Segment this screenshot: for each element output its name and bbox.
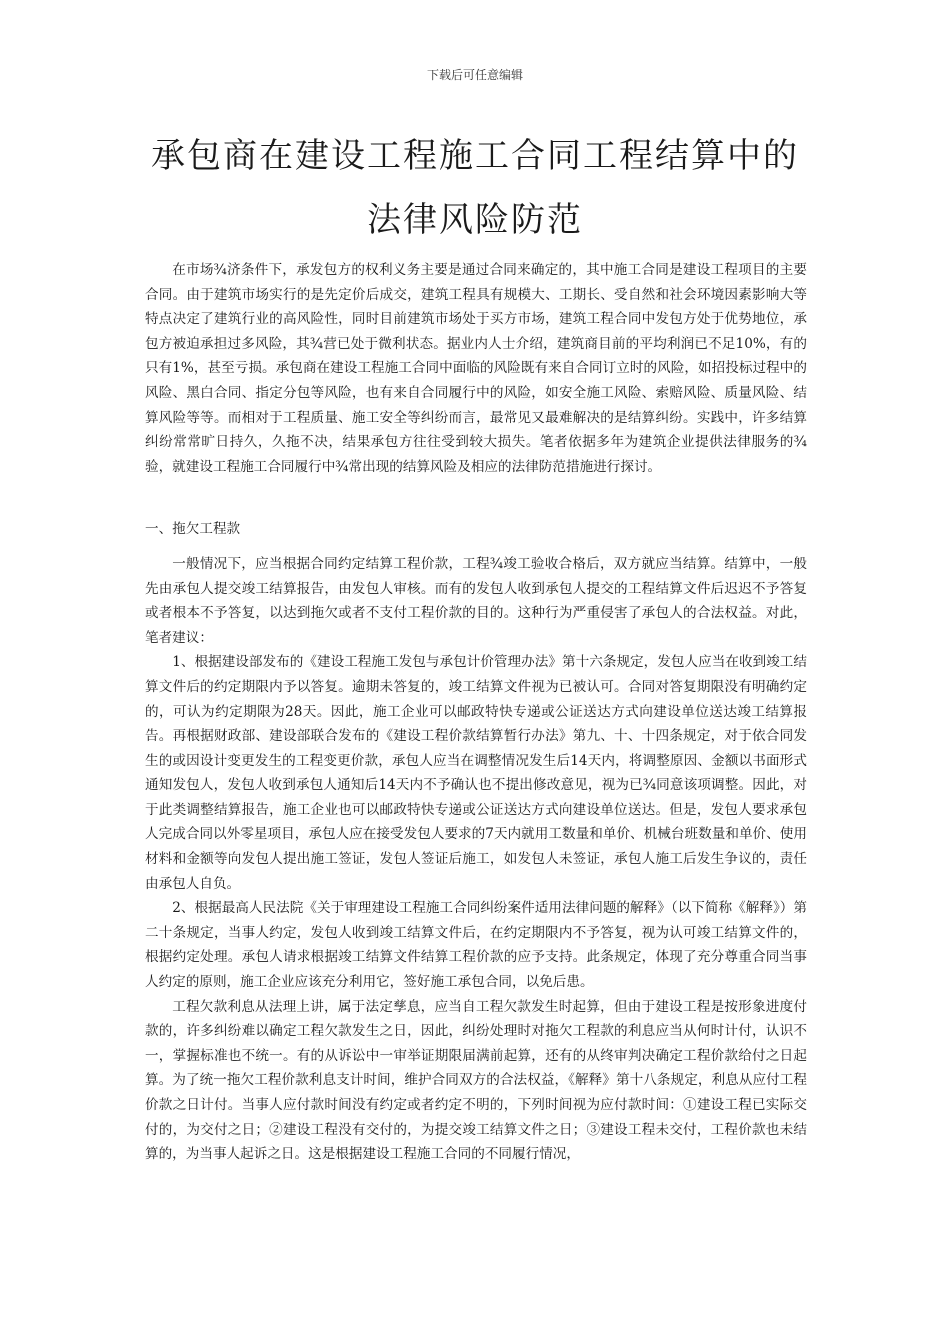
body-paragraph: 1、根据建设部发布的《建设工程施工发包与承包计价管理办法》第十六条规定，发包人应当在收到竣工结算文件后的约定期限内予以答复。逾期未答复的，竣工结算文件视为已被认可。合同对答复期限没有明确约定的，可认为约定期限为28天。因此，施工企业可以邮政特快专递或公证送达方式向建设单位送达竣工结算报告。再根据财政部、建设部联合发布的《建设工程价款结算暂行办法》第九、十、十四条规定，对于依合同发生的或因设计变更发生的工程变更价款，承包人应当在调整情况发生后14天内，将调整原因、金额以书面形式通知发包人，发包人收到承包人通知后14天内不予确认也不提出修改意见，视为已¾同意该项调整。因此，对于此类调整结算报告，施工企业也可以邮政特快专递或公证送达方式向建设单位送达。但是，发包人要求承包人完成合同以外零星项目，承包人应在接受发包人要求的7天内就用工数量和单价、机械台班数量和单价、使用材料和金额等向发包人提出施工签证，发包人签证后施工，如发包人未签证，承包人施工后发生争议的，责任由承包人自负。 — [145, 654, 807, 892]
document-title-line2: 法律风险防范 — [367, 200, 583, 240]
body-paragraph: 一般情况下，应当根据合同约定结算工程价款，工程¾竣工验收合格后，双方就应当结算。结算中，一般先由承包人提交竣工结算报告，由发包人审核。而有的发包人收到承包人提交的工程结算文件后迟迟不予答复或者根本不予答复，以达到拖欠或者不支付工程价款的目的。这种行为严重侵害了承包人的合法权益。对此，笔者建议： — [145, 555, 807, 646]
header-note: 下载后可任意编辑 — [426, 68, 523, 82]
document-body — [145, 258, 807, 1167]
document-title-line1: 承包商在建设工程施工合同工程结算中的 — [151, 136, 799, 176]
intro-paragraph: 在市场¾济条件下，承发包方的权利义务主要是通过合同来确定的，其中施工合同是建设工程项目的主要合同。由于建筑市场实行的是先定价后成交，建筑工程具有规模大、工期长、受自然和社会环境因素影响大等特点决定了建筑行业的高风险性，同时目前建筑市场处于买方市场，建筑工程合同中发包方处于优势地位，承包方被迫承担过多风险，其¾营已处于微利状态。据业内人士介绍，建筑商目前的平均利润已不足10%，有的只有1%，甚至亏损。承包商在建设工程施工合同中面临的风险既有来自合同订立时的风险，如招投标过程中的风险、黑白合同、指定分包等风险，也有来自合同履行中的风险，如安全施工风险、索赔风险、质量风险、结算风险等等。而相对于工程质量、施工安全等纠纷而言，最常见又最难解决的是结算纠纷。实践中，许多结算纠纷常常旷日持久，久拖不决，结果承包方往往受到较大损失。笔者依据多年为建筑企业提供法律服务的¾验，就建设工程施工合同履行中¾常出现的结算风险及相应的法律防范措施进行探讨。 — [145, 262, 807, 475]
body-paragraph: 2、根据最高人民法院《关于审理建设工程施工合同纠纷案件适用法律问题的解释》（以下简称《解释》）第二十条规定，当事人约定，发包人收到竣工结算文件后，在约定期限内不予答复，视为认可竣工结算文件的，根据约定处理。承包人请求根据竣工结算文件结算工程价款的应予支持。此条规定，体现了充分尊重合同当事人约定的原则，施工企业应该充分利用它，签好施工承包合同，以免后患。 — [145, 900, 807, 991]
body-paragraph: 工程欠款利息从法理上讲，属于法定孳息，应当自工程欠款发生时起算，但由于建设工程是按形象进度付款的，许多纠纷难以确定工程欠款发生之日，因此，纠纷处理时对拖欠工程款的利息应当从何时计付，认识不一，掌握标准也不统一。有的从诉讼中一审举证期限届满前起算，还有的从终审判决确定工程价款给付之日起算。为了统一拖欠工程价款利息支计时间，维护合同双方的合法权益，《解释》第十八条规定，利息从应付工程价款之日计付。当事人应付款时间没有约定或者约定不明的，下列时间视为应付款时间：①建设工程已实际交付的，为交付之日；②建设工程没有交付的，为提交竣工结算文件之日；③建设工程未交付，工程价款也未结算的，为当事人起诉之日。这是根据建设工程施工合同的不同履行情况， — [145, 998, 807, 1163]
section-heading: 一、拖欠工程款 — [145, 521, 241, 538]
